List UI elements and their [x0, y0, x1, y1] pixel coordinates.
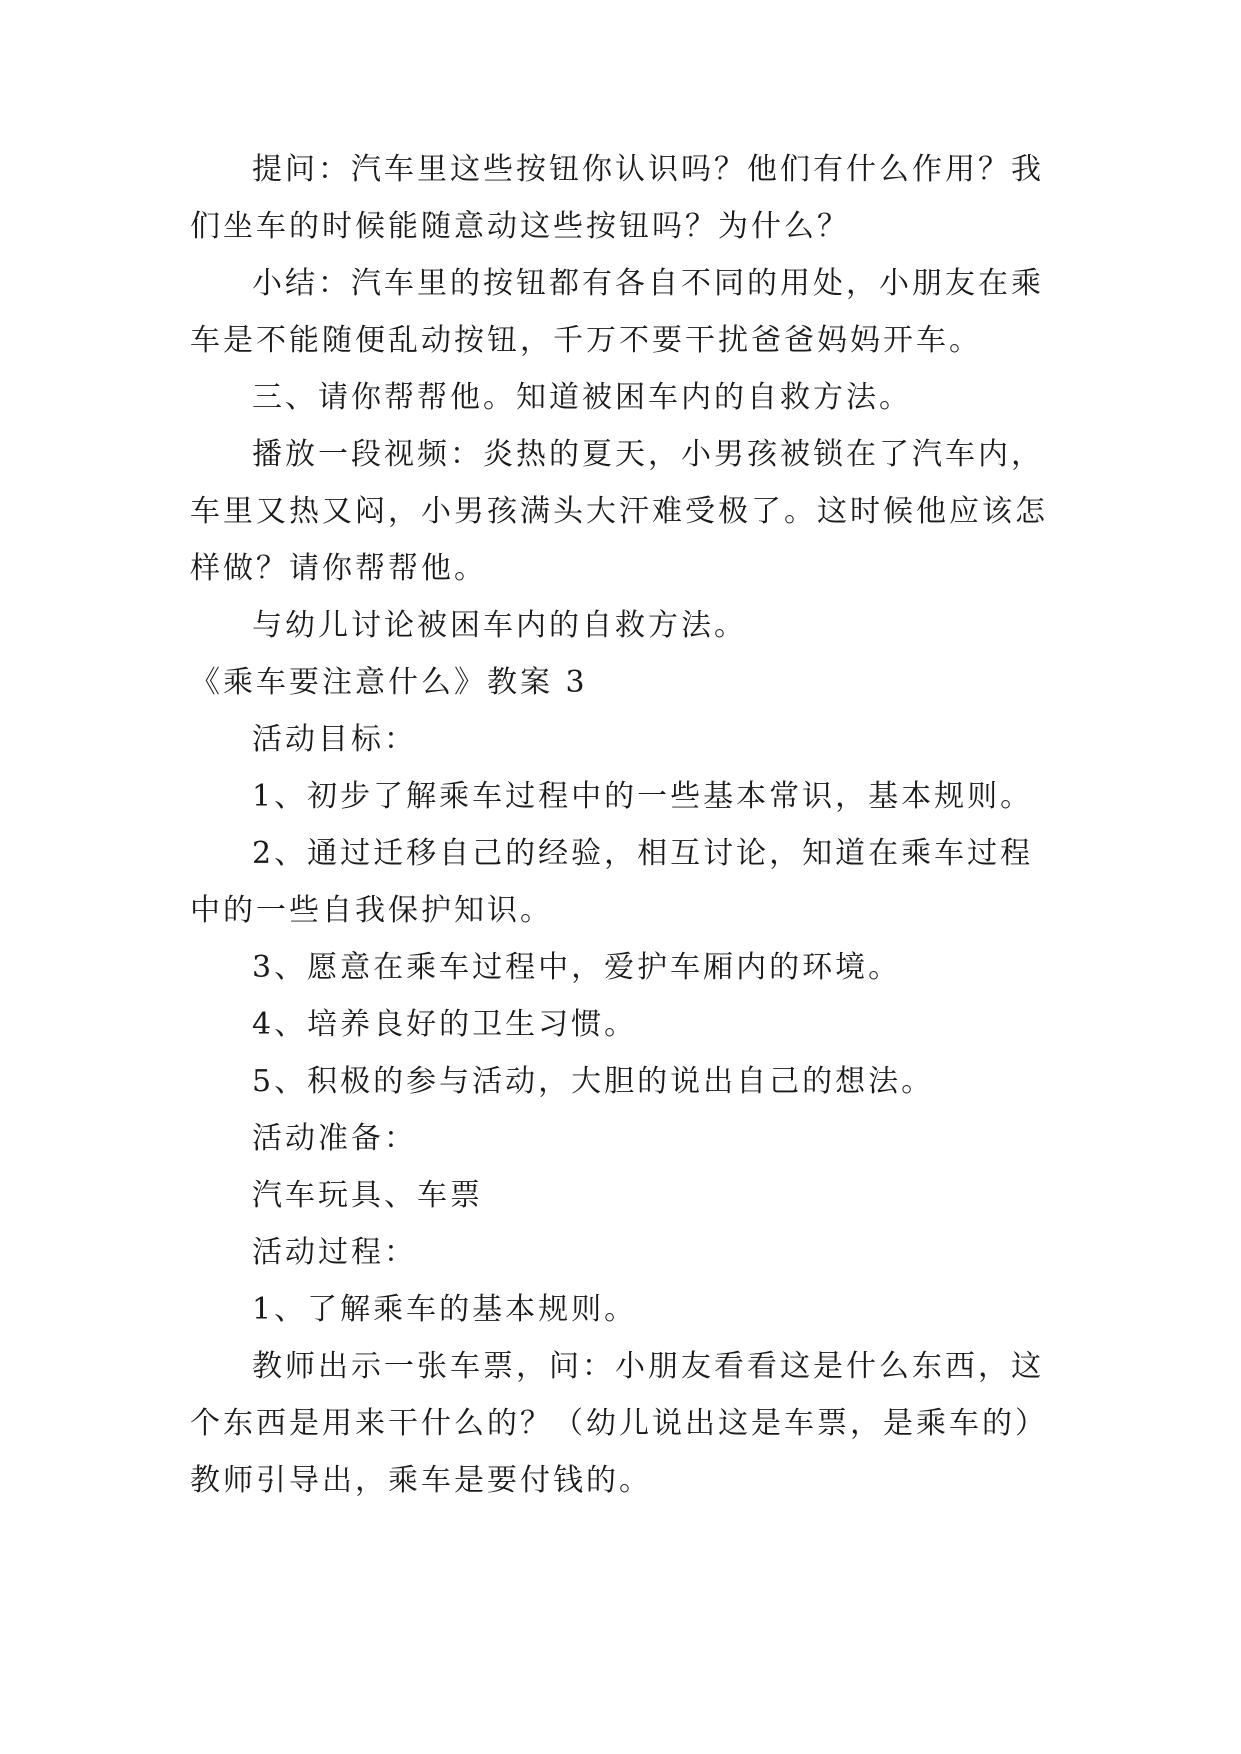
- goal-item-5: 5、积极的参与活动，大胆的说出自己的想法。: [252, 1064, 935, 1099]
- paragraph-question-line-2: 们坐车的时候能随意动这些按钮吗？为什么？: [190, 209, 850, 244]
- preparation-materials: 汽车玩具、车票: [252, 1178, 483, 1213]
- activity-goals-heading: 活动目标：: [252, 722, 417, 757]
- goal-item-1: 1、初步了解乘车过程中的一些基本常识，基本规则。: [252, 779, 1034, 814]
- process-step-1: 1、了解乘车的基本规则。: [252, 1292, 638, 1327]
- paragraph-ticket-line-3: 教师引导出，乘车是要付钱的。: [190, 1463, 652, 1498]
- paragraph-question-line-1: 提问：汽车里这些按钮你认识吗？他们有什么作用？我: [252, 152, 1044, 187]
- goal-item-3: 3、愿意在乘车过程中，爱护车厢内的环境。: [252, 950, 902, 985]
- paragraph-summary-line-2: 车是不能随便乱动按钮，千万不要干扰爸爸妈妈开车。: [190, 323, 982, 358]
- goal-item-2-line-1: 2、通过迁移自己的经验，相互讨论，知道在乘车过程: [252, 836, 1034, 871]
- paragraph-ticket-line-2: 个东西是用来干什么的？（幼儿说出这是车票，是乘车的）: [190, 1406, 1048, 1441]
- paragraph-discussion: 与幼儿讨论被困车内的自救方法。: [252, 608, 747, 643]
- paragraph-video-line-2: 车里又热又闷，小男孩满头大汗难受极了。这时候他应该怎: [190, 494, 1048, 529]
- paragraph-summary-line-1: 小结：汽车里的按钮都有各自不同的用处，小朋友在乘: [252, 266, 1044, 301]
- section-three-heading: 三、请你帮帮他。知道被困车内的自救方法。: [252, 380, 912, 415]
- activity-process-heading: 活动过程：: [252, 1235, 417, 1270]
- paragraph-video-line-3: 样做？请你帮帮他。: [190, 551, 487, 586]
- activity-preparation-heading: 活动准备：: [252, 1121, 417, 1156]
- paragraph-video-line-1: 播放一段视频：炎热的夏天，小男孩被锁在了汽车内，: [252, 437, 1044, 472]
- goal-item-2-line-2: 中的一些自我保护知识。: [190, 893, 553, 928]
- goal-item-4: 4、培养良好的卫生习惯。: [252, 1007, 638, 1042]
- paragraph-ticket-line-1: 教师出示一张车票，问：小朋友看看这是什么东西，这: [252, 1349, 1044, 1384]
- lesson-plan-title: 《乘车要注意什么》教案 3: [190, 665, 588, 700]
